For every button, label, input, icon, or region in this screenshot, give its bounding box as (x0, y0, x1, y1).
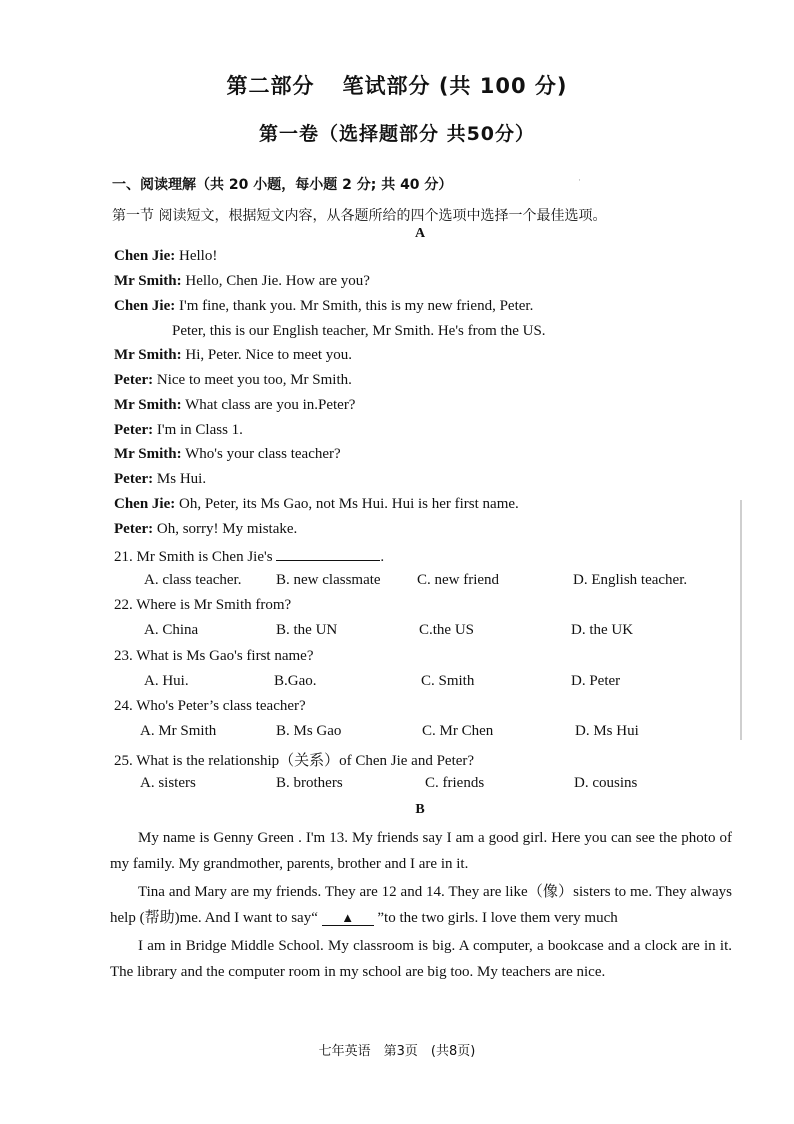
question-25: 25. What is the relationship（关系）of Chen Jie and Peter? (114, 753, 475, 769)
dialogue-line (114, 298, 533, 315)
speaker: Peter: (114, 422, 154, 438)
option: A. sisters (140, 775, 196, 791)
option: C. Smith (421, 673, 475, 689)
speaker: Peter: (114, 471, 154, 487)
utterance: Ms Hui. (153, 471, 207, 487)
option: C. friends (425, 775, 485, 791)
speaker: Peter: (114, 521, 154, 537)
question-stem-end: . (380, 549, 385, 565)
speaker: Chen Jie: (114, 496, 176, 512)
speaker: Mr Smith: (114, 347, 182, 363)
utterance: Who's your class teacher? (181, 446, 341, 462)
question-22: 22. Where is Mr Smith from? (114, 597, 292, 613)
dialogue-line (114, 446, 341, 463)
paragraph-text: I am in Bridge Middle School. My classroom is big. A computer, a bookcase and a clock are in it. The library and the computer room in my school are big too. My teachers are nice. (110, 938, 732, 980)
option: B. new classmate (276, 572, 381, 588)
passage-b-paragraph-1 (110, 825, 732, 877)
option: A. Mr Smith (140, 723, 217, 739)
section-instruction: 第一节 阅读短文，根据短文内容，从各题所给的四个选项中选择一个最佳选项。 (112, 208, 607, 224)
passage-b-label: B (415, 802, 425, 817)
volume-title: 第一卷（选择题部分 共50分） (258, 123, 536, 145)
question-23: 23. What is Ms Gao's first name? (114, 648, 314, 664)
utterance: Nice to meet you too, Mr Smith. (153, 372, 352, 388)
option: B. Ms Gao (276, 723, 342, 739)
utterance: Oh, sorry! My mistake. (153, 521, 298, 537)
part-title (0, 70, 794, 100)
option: C. new friend (417, 572, 500, 588)
scan-edge (740, 500, 742, 740)
speaker: Peter: (114, 372, 154, 388)
option: D. cousins (574, 775, 638, 791)
speaker: Chen Jie: (114, 298, 176, 314)
part-title-left: 第二部分 (226, 74, 315, 98)
utterance: Peter, this is our English teacher, Mr Smith. He's from the US. (172, 323, 546, 339)
option: D. English teacher. (573, 572, 688, 588)
utterance: Hello! (175, 248, 218, 264)
paragraph-text: My name is Genny Green . I'm 13. My friends say I am a good girl. Here you can see the photo of my family. My grandmother, parents, brother and I are in it. (110, 830, 732, 872)
utterance: Hello, Chen Jie. How are you? (181, 273, 370, 289)
scan-speck: · (578, 175, 581, 185)
option: A. class teacher. (144, 572, 242, 588)
dialogue-line (114, 397, 355, 414)
answer-blank (276, 546, 380, 561)
option: C.the US (419, 622, 475, 638)
option: B. the UN (276, 622, 338, 638)
utterance: Hi, Peter. Nice to meet you. (181, 347, 353, 363)
dialogue-line (114, 422, 243, 439)
paragraph-text: ”to the two girls. I love them very much (373, 910, 618, 926)
dialogue-line (114, 248, 217, 265)
dialogue-line (114, 496, 519, 513)
speaker: Mr Smith: (114, 273, 182, 289)
question-24: 24. Who's Peter’s class teacher? (114, 698, 306, 714)
option: A. China (144, 622, 199, 638)
speaker: Mr Smith: (114, 397, 182, 413)
part-title-right: 笔试部分 (共 100 分) (342, 74, 568, 98)
option: D. the UK (571, 622, 634, 638)
option: B.Gao. (274, 673, 317, 689)
passage-b-paragraph-3 (110, 933, 732, 985)
option: C. Mr Chen (422, 723, 494, 739)
utterance: Oh, Peter, its Ms Gao, not Ms Hui. Hui is her first name. (175, 496, 519, 512)
triangle-blank: ▲ (322, 910, 374, 926)
question-21 (114, 546, 384, 566)
section-title: 一、阅读理解（共 20 小题，每小题 2 分; 共 40 分） (112, 177, 453, 193)
speaker: Chen Jie: (114, 248, 176, 264)
passage-b-paragraph-2 (110, 879, 732, 931)
utterance: What class are you in.Peter? (181, 397, 356, 413)
dialogue-line (114, 347, 352, 364)
utterance: I'm fine, thank you. Mr Smith, this is my new friend, Peter. (175, 298, 534, 314)
paragraph-text: Tina and Mary are my friends. They are 12 and 14. They are like（像）sisters to me. They always help (帮助)me. And I want to say“ (110, 884, 732, 926)
utterance: I'm in Class 1. (153, 422, 243, 438)
speaker: Mr Smith: (114, 446, 182, 462)
dialogue-line (114, 372, 352, 389)
question-stem: 21. Mr Smith is Chen Jie's (114, 549, 273, 565)
dialogue-line (114, 521, 297, 538)
option: D. Ms Hui (575, 723, 639, 739)
passage-a-label: A (414, 226, 426, 241)
option: B. brothers (276, 775, 343, 791)
option: A. Hui. (144, 673, 189, 689)
dialogue-line (172, 323, 546, 340)
page-footer: 七年英语 第3页 (共8页) (318, 1044, 476, 1059)
dialogue-line (114, 273, 370, 290)
dialogue-line (114, 471, 206, 488)
option: D. Peter (571, 673, 621, 689)
